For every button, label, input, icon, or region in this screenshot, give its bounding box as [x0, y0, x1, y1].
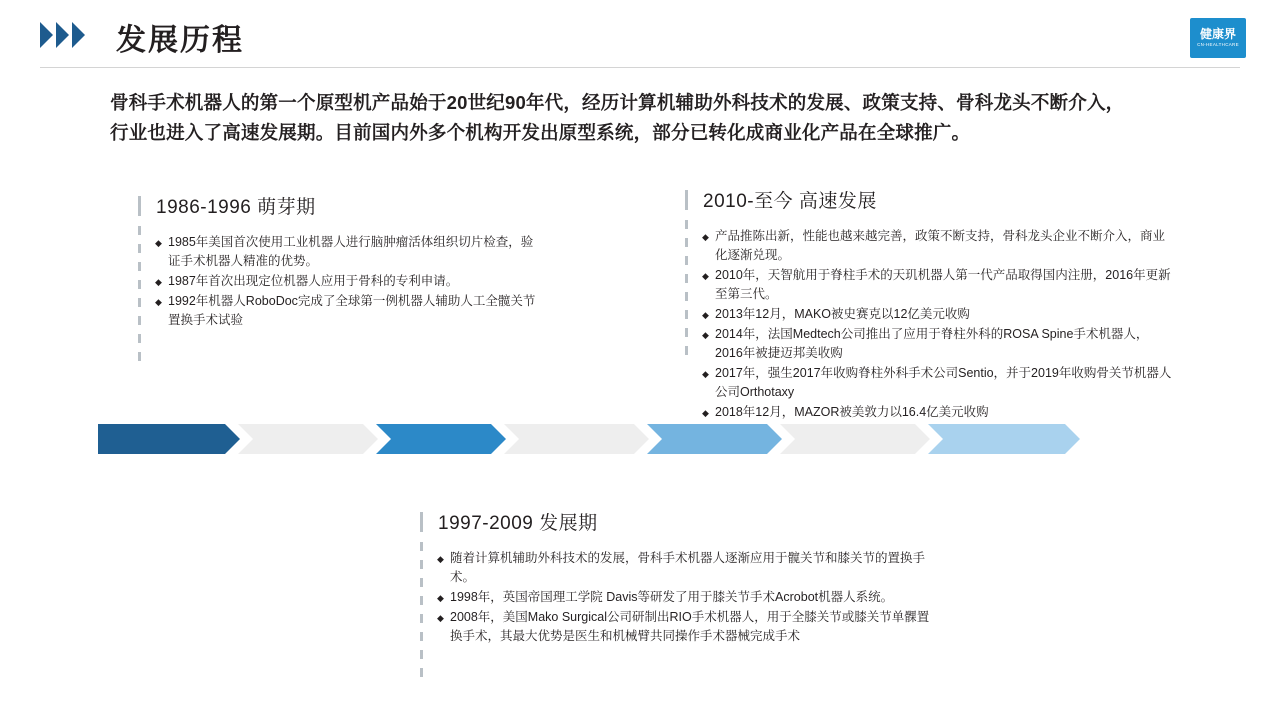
ribbon-segment-3: [376, 424, 506, 454]
diamond-bullet-icon: ◆: [155, 277, 162, 287]
list-item: [437, 608, 940, 646]
list-item-text: 2013年12月，MAKO被史赛克以12亿美元收购: [715, 307, 970, 321]
list-item: [702, 266, 1175, 304]
diamond-bullet-icon: ◆: [702, 330, 709, 340]
timeline-block-3: [420, 508, 940, 647]
list-item: [702, 305, 1175, 324]
block-2-dash-column: [685, 220, 688, 364]
brand-logo: [1190, 18, 1246, 58]
list-item: [702, 325, 1175, 363]
list-item-text: 2017年，强生2017年收购脊柱外科手术公司Sentio，并于2019年收购骨关节机器人公司Orthotaxy: [715, 366, 1172, 399]
block-accent-bar: [685, 190, 688, 210]
list-item-text: 1992年机器人RoboDoc完成了全球第一例机器人辅助人工全髋关节置换手术试验: [168, 294, 536, 327]
list-item: [155, 233, 538, 271]
ribbon-segment-1: [98, 424, 240, 454]
page-title: 发展历程: [116, 24, 244, 57]
list-item-text: 随着计算机辅助外科技术的发展，骨科手术机器人逐渐应用于髋关节和膝关节的置换手术。: [450, 551, 926, 584]
diamond-bullet-icon: ◆: [702, 310, 709, 320]
diamond-bullet-icon: ◆: [155, 297, 162, 307]
logo-secondary-text: CN-HEALTHCARE: [1197, 41, 1239, 47]
list-item: [437, 549, 940, 587]
list-item-text: 1985年美国首次使用工业机器人进行脑肿瘤活体组织切片检查，验证手术机器人精准的优势。: [168, 235, 534, 268]
diamond-bullet-icon: ◆: [702, 271, 709, 281]
list-item-text: 2010年，天智航用于脊柱手术的天玑机器人第一代产品取得国内注册，2016年更新至第三代。: [715, 268, 1171, 301]
list-item: [155, 292, 538, 330]
diamond-bullet-icon: ◆: [155, 238, 162, 248]
list-item-text: 1987年首次出现定位机器人应用于骨科的专利申请。: [168, 274, 459, 288]
list-item: [155, 272, 538, 291]
list-item-text: 1998年，英国帝国理工学院 Davis等研发了用于膝关节手术Acrobot机器人系统。: [450, 590, 894, 604]
timeline-block-1: [138, 192, 538, 331]
block-accent-bar: [420, 512, 423, 532]
list-item: [702, 403, 1175, 422]
block-2-bullets: [685, 213, 1175, 422]
block-1-dash-column: [138, 226, 141, 370]
list-item-text: 2018年12月，MAZOR被美敦力以16.4亿美元收购: [715, 405, 989, 419]
ribbon-segment-6: [780, 424, 930, 454]
header-divider: [40, 67, 1240, 68]
timeline-arrow-ribbon: [98, 424, 1080, 454]
list-item-text: 2014年，法国Medtech公司推出了应用于脊柱外科的ROSA Spine手术机器人，2016年被捷迈邦美收购: [715, 327, 1149, 360]
block-2-heading: 2010-至今 高速发展: [703, 191, 877, 212]
diamond-bullet-icon: ◆: [437, 593, 444, 603]
chevron-decoration-icon: [40, 22, 85, 48]
block-1-bullets: [138, 219, 538, 330]
ribbon-segment-5: [647, 424, 782, 454]
diamond-bullet-icon: ◆: [702, 408, 709, 418]
diamond-bullet-icon: ◆: [437, 613, 444, 623]
logo-primary-text: 健康界: [1199, 27, 1236, 42]
ribbon-segment-4: [504, 424, 649, 454]
block-1-heading: 1986-1996 萌芽期: [156, 197, 316, 218]
list-item-text: 产品推陈出新，性能也越来越完善，政策不断支持，骨科龙头企业不断介入，商业化逐渐兑现。: [715, 229, 1166, 262]
list-item-text: 2008年，美国Mako Surgical公司研制出RIO手术机器人，用于全膝关节或膝关节单髁置换手术，其最大优势是医生和机械臂共同操作手术器械完成手术: [450, 610, 930, 643]
timeline-block-2: [685, 186, 1175, 423]
diamond-bullet-icon: ◆: [437, 554, 444, 564]
list-item: [437, 588, 940, 607]
slide-header: [0, 0, 1280, 68]
block-accent-bar: [138, 196, 141, 216]
block-3-heading: 1997-2009 发展期: [438, 513, 598, 534]
diamond-bullet-icon: ◆: [702, 232, 709, 242]
block-3-dash-column: [420, 542, 423, 686]
diamond-bullet-icon: ◆: [702, 369, 709, 379]
ribbon-segment-2: [238, 424, 378, 454]
list-item: [702, 227, 1175, 265]
intro-paragraph: 骨科手术机器人的第一个原型机产品始于20世纪90年代，经历计算机辅助外科技术的发展、政策支持、骨科龙头不断介入，行业也进入了高速发展期。目前国内外多个机构开发出原型系统，部分已转化成商业化产品在全球推广。: [110, 92, 1125, 143]
list-item: [702, 364, 1175, 402]
ribbon-segment-7: [928, 424, 1080, 454]
block-3-bullets: [420, 535, 940, 646]
